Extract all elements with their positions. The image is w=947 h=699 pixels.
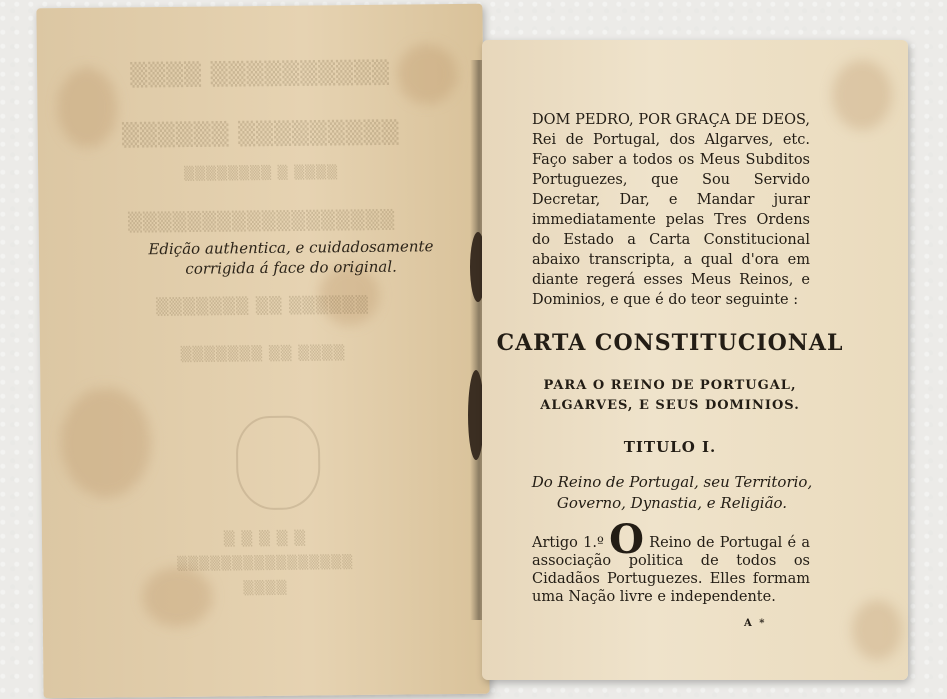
bleed-through-seal <box>236 415 321 510</box>
edition-note <box>131 236 451 279</box>
edition-note-line: Edição authentica, e cuidadosamente <box>148 237 434 259</box>
bleed-through-line: ▒▒▒▒▒▒▒ ▒▒ ▒▒▒▒ <box>180 345 346 363</box>
edition-note-line: corrigida á face do original. <box>185 257 397 278</box>
intro-paragraph: DOM PEDRO, POR GRAÇA DE DEOS, Rei de Portugal, dos Algarves, etc. Faço saber a todos os Meus Subditos Portuguezes, que Sou Servido Decretar, Dar, e Mandar jurar immediatamente pelas Tres Ordens do Estado a Carta Constitucional abaixo transcripta, a qual d'ora em diante regerá esses Meus Reinos, e Dominios, e que é do teor seguinte : <box>532 112 810 308</box>
subheading-line: Do Reino de Portugal, seu Territorio, <box>531 473 813 491</box>
bleed-through-line: ▒▒▒▒▒▒▒▒▒▒▒▒▒▒▒▒▒▒ <box>127 209 396 234</box>
bleed-through-line: ▒▒▒▒▒▒▒▒▒▒▒▒▒▒▒▒ <box>177 555 354 572</box>
article-text: Reino de Portugal é a associação politica de todos os Cidadãos Portuguezes. Elles formam uma Nação livre e independente. <box>532 535 811 605</box>
subtitle-line: PARA O REINO DE PORTUGAL, <box>543 378 797 393</box>
bleed-through-line: ▒▒▒▒▒▒▒ ▒▒ ▒▒▒▒▒▒ <box>156 294 369 317</box>
article-dropcap: O <box>609 516 644 563</box>
bleed-through-line: ▒ ▒ ▒ ▒ ▒ <box>223 530 307 548</box>
page-title: CARTA CONSTITUCIONAL <box>496 330 844 356</box>
left-page <box>36 4 489 699</box>
bleed-through-line: ▒▒▒▒ ▒▒▒▒▒▒▒▒▒▒ <box>130 59 390 89</box>
subtitle-line: ALGARVES, E SEUS DOMINIOS. <box>540 398 800 413</box>
bleed-through-line: ▒▒▒▒▒▒ ▒▒▒▒▒▒▒▒▒ <box>121 119 400 149</box>
subheading-line: Governo, Dynastia, e Religião. <box>556 494 788 512</box>
page-subtitle <box>512 376 828 416</box>
section-heading: TITULO I. <box>623 438 717 456</box>
right-page <box>482 40 908 680</box>
signature-mark: A * <box>744 618 767 629</box>
article-label: Artigo 1.º <box>532 535 604 551</box>
bleed-through-line: ▒▒▒▒ <box>243 580 288 597</box>
article-paragraph <box>532 516 811 606</box>
bleed-through-line: ▒▒▒▒▒▒▒▒ ▒ ▒▒▒▒ <box>184 165 339 182</box>
section-subheading <box>522 472 822 514</box>
